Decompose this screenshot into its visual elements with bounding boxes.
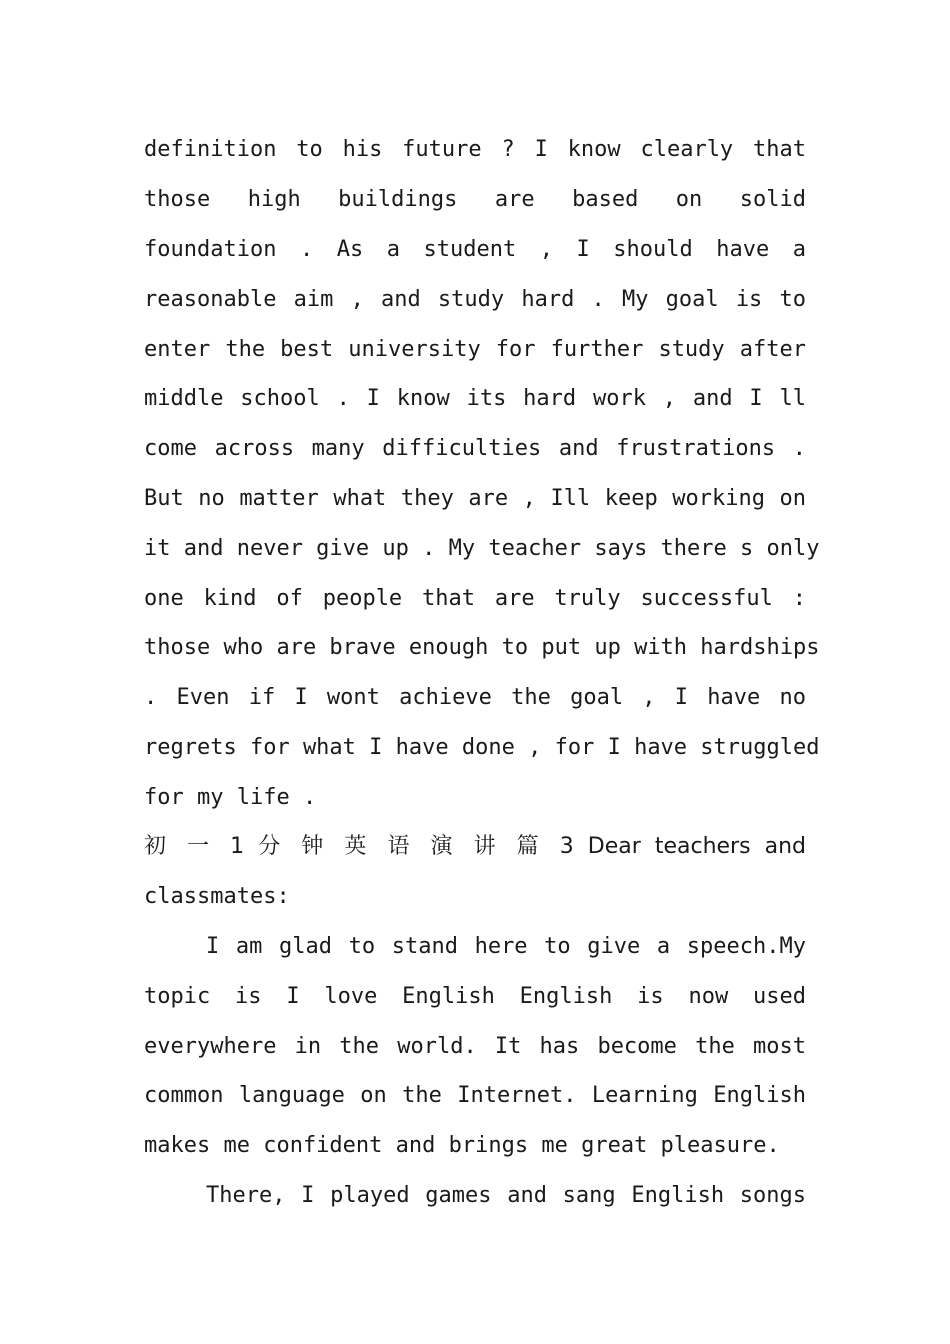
- text-line: it and never give up . My teacher says there s only: [144, 536, 820, 561]
- text-line: topic is I love English English is now used: [144, 984, 806, 1009]
- text-line: regrets for what I have done , for I have struggled: [144, 735, 820, 760]
- text-line: common language on the Internet. Learning English: [144, 1083, 806, 1108]
- text-line: But no matter what they are , Ill keep working on: [144, 486, 806, 511]
- text-line: enter the best university for further study after: [144, 337, 806, 362]
- text-line: one kind of people that are truly successful :: [144, 586, 806, 611]
- text-line: middle school . I know its hard work , and I ll: [144, 386, 806, 411]
- paragraph-first-line: There, I played games and sang English songs: [206, 1183, 806, 1208]
- text-line: reasonable aim , and study hard . My goal is to: [144, 287, 806, 312]
- paragraph-first-line: I am glad to stand here to give a speech.My: [206, 934, 806, 959]
- text-line: those who are brave enough to put up with hardships: [144, 635, 820, 660]
- text-line: foundation . As a student , I should have a: [144, 237, 806, 262]
- section-heading: 初 一 1 分 钟 英 语 演 讲 篇 3 Dear teachers and: [144, 834, 806, 859]
- text-line: those high buildings are based on solid: [144, 187, 806, 212]
- text-line: classmates:: [144, 884, 290, 909]
- text-line: definition to his future ? I know clearly that: [144, 137, 806, 162]
- text-line: . Even if I wont achieve the goal , I have no: [144, 685, 806, 710]
- text-line: for my life .: [144, 785, 317, 810]
- text-line: makes me confident and brings me great pleasure.: [144, 1133, 780, 1158]
- text-line: come across many difficulties and frustrations .: [144, 436, 806, 461]
- text-line: everywhere in the world. It has become the most: [144, 1034, 806, 1059]
